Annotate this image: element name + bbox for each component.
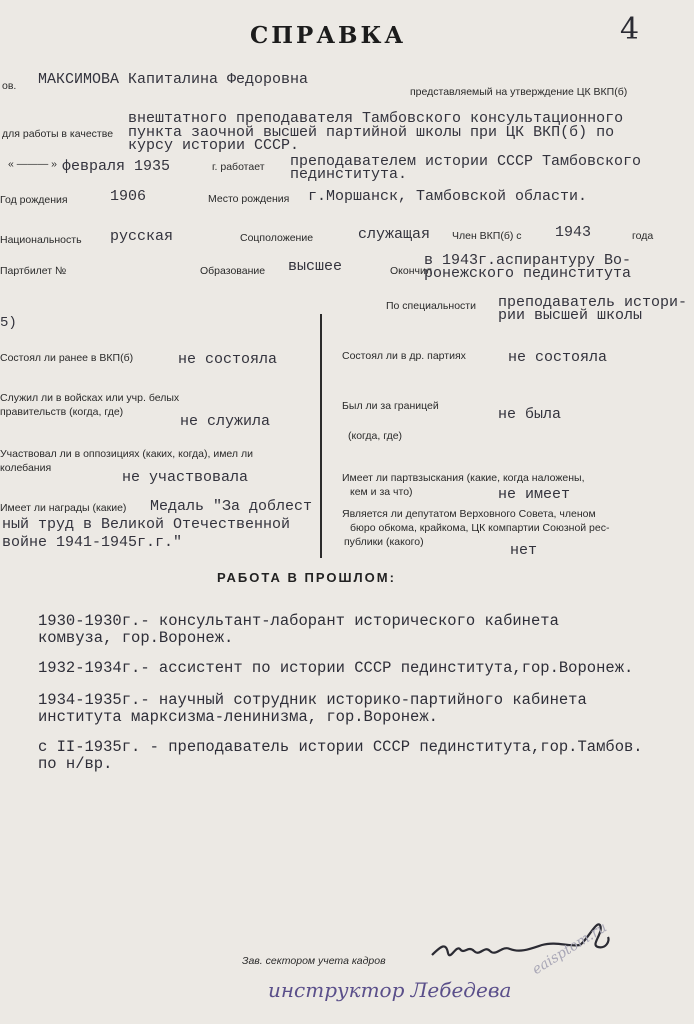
position-line-1: внештатного преподавателя Тамбовского консультационного xyxy=(128,110,624,127)
specialty-label: По специальности xyxy=(386,300,476,312)
q4-answer: не была xyxy=(498,406,562,423)
party-card-label: Партбилет № xyxy=(0,265,67,277)
q1-answer: не состояла xyxy=(178,351,278,368)
social: служащая xyxy=(358,226,431,243)
work-entry-2-line-1: 1932-1934г.- ассистент по истории СССР пединститута,гор.Воронеж. xyxy=(38,659,634,677)
head-of-personnel-label: Зав. сектором учета кадров xyxy=(242,955,386,967)
work-history-heading: РАБОТА В ПРОШЛОМ: xyxy=(217,570,396,585)
birth-year: 1906 xyxy=(110,188,147,205)
education: высшее xyxy=(288,258,343,275)
work-entry-3-line-1: 1934-1935г.- научный сотрудник историко-партийного кабинета xyxy=(38,691,587,709)
nationality-label: Национальность xyxy=(0,234,82,246)
since-prefix: « ——— » xyxy=(8,158,58,170)
position-line-2: пункта заочной высшей партийной школы при ЦК ВКП(б) по xyxy=(128,124,615,141)
q1-label: Состоял ли ранее в ВКП(б) xyxy=(0,352,134,364)
works-line-2: пединститута. xyxy=(290,166,408,183)
position-line-3: курсу истории СССР. xyxy=(128,137,300,154)
birth-year-label: Год рождения xyxy=(0,194,68,206)
member-label: Член ВКП(б) с xyxy=(452,230,522,242)
position-label: для работы в качестве xyxy=(2,128,114,140)
works-label: г. работает xyxy=(212,161,265,173)
graduated-line-2: ронежского пединститута xyxy=(424,265,632,282)
q8-label-2: бюро обкома, крайкома, ЦК компартии Союзной рес- xyxy=(350,522,610,534)
education-label: Образование xyxy=(200,265,266,277)
work-entry-4-line-1: с II-1935г. - преподаватель истории СССР пединститута,гор.Тамбов. xyxy=(38,738,643,756)
specialty-line-1: преподаватель истори- xyxy=(498,294,688,311)
q5-label-1: Участвовал ли в оппозициях (каких, когда), имел ли xyxy=(0,448,253,460)
q2-label: Состоял ли в др. партиях xyxy=(342,350,466,362)
work-entry-4-line-2: по н/вр. xyxy=(38,755,113,773)
work-entry-3-line-2: института марксизма-ленинизма, гор.Воронеж. xyxy=(38,708,438,726)
works-line-1: преподавателем истории СССР Тамбовского xyxy=(290,153,642,170)
document-title: СПРАВКА xyxy=(250,22,407,49)
margin-mark: 5) xyxy=(0,315,17,331)
q6-label-1: Имеет ли партвзыскания (какие, когда наложены, xyxy=(342,472,585,484)
presented-label: представляемый на утверждение ЦК ВКП(б) xyxy=(410,86,628,98)
since-date: февраля 1935 xyxy=(62,158,171,175)
member-since: 1943 xyxy=(555,224,592,241)
work-entry-1-line-2: комвуза, гор.Воронеж. xyxy=(38,629,234,647)
page-number: 4 xyxy=(620,12,640,47)
q8-answer: нет xyxy=(510,542,538,559)
q7-answer-1: Медаль "За доблест xyxy=(150,498,313,515)
member-suffix: года xyxy=(632,230,654,242)
q5-answer: не участвовала xyxy=(122,469,249,486)
birth-place: г.Моршанск, Тамбовской области. xyxy=(308,188,588,205)
birth-place-label: Место рождения xyxy=(208,193,290,205)
column-divider xyxy=(320,314,322,558)
q7-answer-2: ный труд в Великой Отечественной xyxy=(2,516,291,533)
full-name: МАКСИМОВА Капиталина Федоровна xyxy=(38,71,309,88)
handwritten-note: инструктор Лебедева xyxy=(268,978,512,1002)
work-entry-1-line-1: 1930-1930г.- консультант-лаборант исторического кабинета xyxy=(38,612,559,630)
q2-answer: не состояла xyxy=(508,349,608,366)
social-label: Соцположение xyxy=(240,232,314,244)
q8-label-3: публики (какого) xyxy=(344,536,424,548)
q7-label: Имеет ли награды (какие) xyxy=(0,502,127,514)
q7-answer-3: войне 1941-1945г.г." xyxy=(2,534,183,551)
graduated-line-1: в 1943г.аспирантуру Во- xyxy=(424,252,632,269)
q6-answer: не имеет xyxy=(498,486,571,503)
q4-label: Был ли за границей xyxy=(342,400,439,412)
q3-label-1: Служил ли в войсках или учр. белых xyxy=(0,392,180,404)
q3-answer: не служила xyxy=(180,413,271,430)
watermark: eaisptom.ru xyxy=(529,919,610,978)
specialty-line-2: рии высшей школы xyxy=(498,307,643,324)
q3-label-2: правительств (когда, где) xyxy=(0,406,124,418)
q6-label-2: кем и за что) xyxy=(350,486,413,498)
graduated-label: Окончил xyxy=(390,265,432,277)
q8-label-1: Является ли депутатом Верховного Совета, членом xyxy=(342,508,596,520)
q4-sub: (когда, где) xyxy=(348,430,403,442)
surname-label: ов. xyxy=(2,80,17,92)
q5-label-2: колебания xyxy=(0,462,52,474)
nationality: русская xyxy=(110,228,174,245)
